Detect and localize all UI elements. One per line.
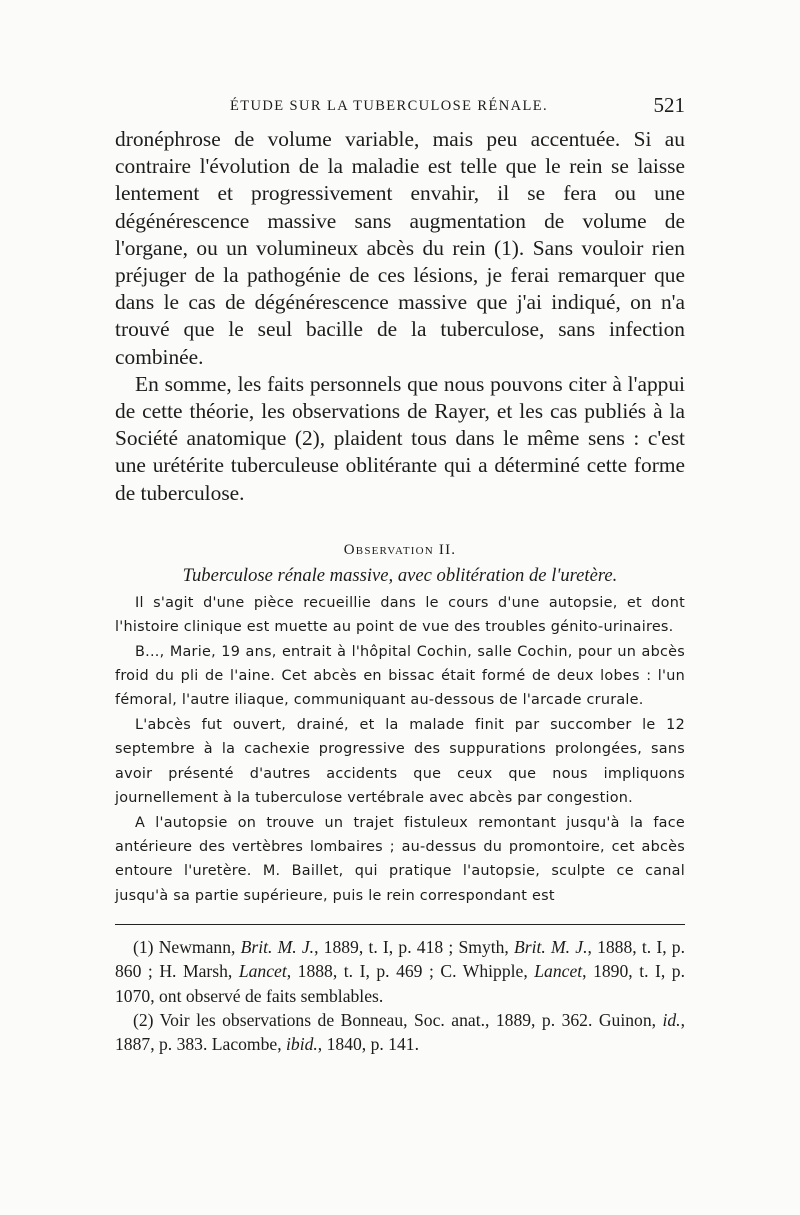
footnote-text: , 1890, t. I, p. 1070, ont observé de faits semblables.: [115, 961, 685, 1006]
footnote-divider: [115, 924, 685, 925]
paragraph: En somme, les faits personnels que nous pouvons citer à l'appui de cette théorie, les observations de Rayer, et les cas publiés à la Société anatomique (2), plaident tous dans le même sens : c'est une urétérite tuberculeuse oblitérante qui a déterminé cette forme de tuberculose.: [115, 371, 685, 505]
footnote-text: (2) Voir les observations de Bonneau, Soc. anat., 1889, p. 362. Guinon,: [133, 1009, 663, 1030]
journal-title: Lancet: [534, 961, 583, 982]
observation-heading: Observation II.: [343, 541, 457, 558]
footnote-text: , 1840, p. 141.: [317, 1033, 419, 1054]
running-title: ÉTUDE SUR LA TUBERCULOSE RÉNALE.: [230, 98, 549, 114]
citation-abbrev: id.: [662, 1009, 681, 1030]
observation-paragraph: A l'autopsie on trouve un trajet fistuleux remontant jusqu'à la face antérieure des vertèbres lombaires ; au-dessus du promontoire, cet abcès entoure l'uretère. M. Baillet, qui pratique l'autopsie, sculpte ce canal jusqu'à sa partie supérieure, puis le rein correspondant est: [115, 814, 685, 904]
footnote-text: (1) Newmann,: [133, 937, 241, 958]
page-number: 521: [653, 93, 685, 117]
page-header: [115, 93, 685, 126]
citation-abbrev: ibid.: [286, 1033, 318, 1054]
journal-title: Brit. M. J.: [240, 937, 315, 958]
footnote-text: , 1889, t. I, p. 418 ; Smyth,: [314, 937, 515, 958]
observation-paragraph: L'abcès fut ouvert, drainé, et la malade finit par succomber le 12 septembre à la cachexie progressive des suppurations prolongées, sans avoir présenté d'autres accidents que ceux que nous impliquons journellement à la tuberculose vertébrale avec abcès par congestion.: [115, 716, 685, 807]
observation-section: [115, 537, 685, 908]
journal-title: Lancet: [238, 961, 287, 982]
footnote-text: , 1887, p. 383. Lacombe,: [115, 1009, 685, 1054]
observation-title: Tuberculose rénale massive, avec oblitération de l'uretère.: [182, 564, 618, 586]
paragraph: dronéphrose de volume variable, mais peu accentuée. Si au contraire l'évolution de la maladie est telle que le rein se laisse lentement et progressivement envahir, il se fera ou une dégénérescence massive sans augmentation de volume de l'organe, ou un volumineux abcès du rein (1). Sans vouloir rien préjuger de la pathogénie de ces lésions, je ferai remarquer que dans le cas de dégénérescence massive que j'ai indiqué, on n'a trouvé que le seul bacille de la tuberculose, sans infection combinée.: [115, 127, 685, 369]
observation-paragraph: Il s'agit d'une pièce recueillie dans le cours d'une autopsie, et dont l'histoire clinique est muette au point de vue des troubles génito-urinaires.: [115, 594, 685, 636]
footnote-1: [115, 935, 685, 1008]
observation-paragraph: B..., Marie, 19 ans, entrait à l'hôpital Cochin, salle Cochin, pour un abcès froid du pli de l'aine. Cet abcès en bissac était formé de deux lobes : l'un fémoral, l'autre iliaque, communiquant au-dessous de l'arcade crurale.: [115, 643, 685, 709]
footnote-text: , 1888, t. I, p. 860 ; H. Marsh,: [115, 937, 685, 982]
footnote-2: [115, 1008, 685, 1056]
footnote-text: , 1888, t. I, p. 469 ; C. Whipple,: [286, 961, 535, 982]
footnotes: [115, 935, 685, 1056]
journal-title: Brit. M. J.: [514, 937, 588, 958]
main-text: [115, 126, 685, 507]
book-page: [115, 93, 685, 1056]
